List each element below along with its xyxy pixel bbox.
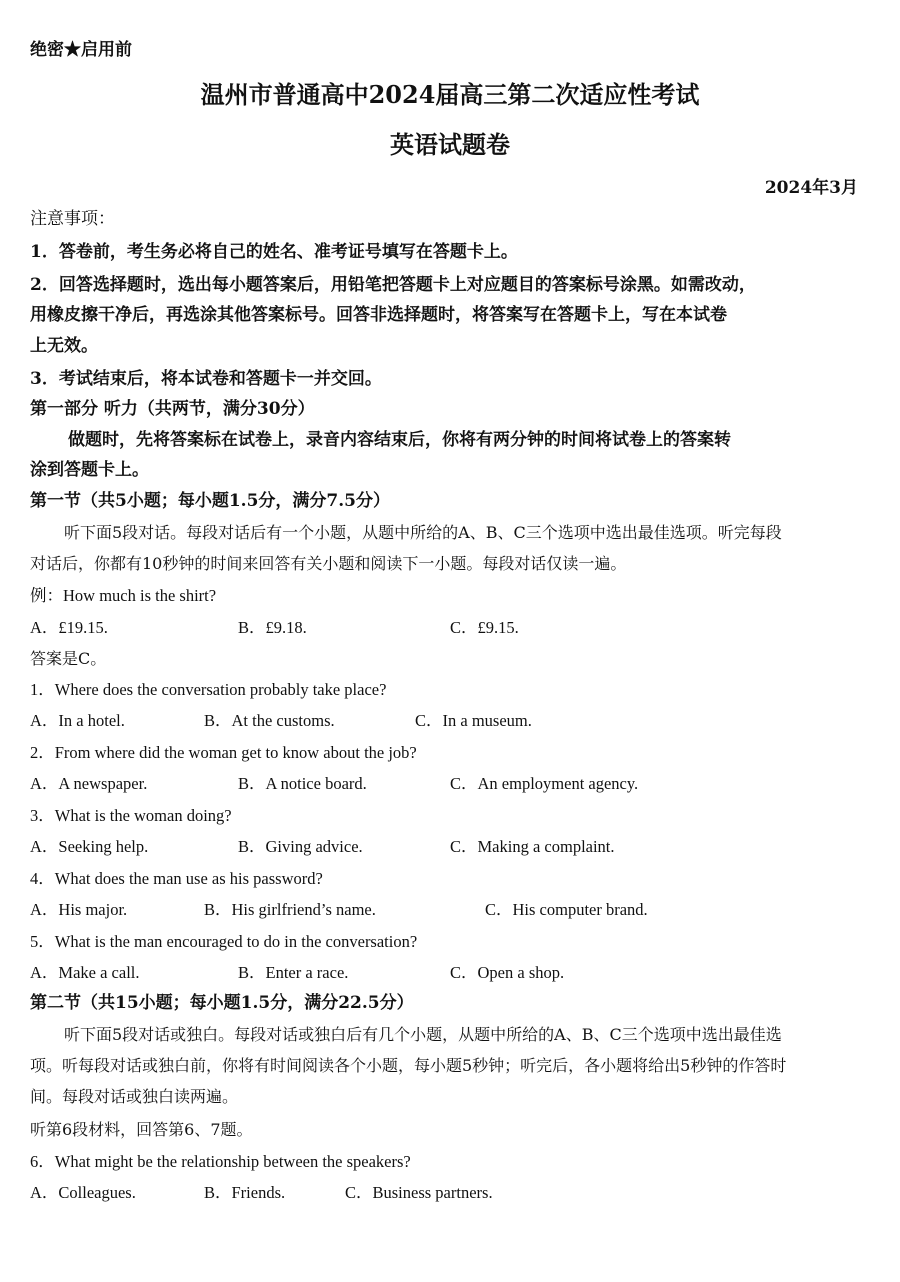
example-answer: 答案是C。 bbox=[30, 649, 107, 668]
q5-option-a: A．Make a call. bbox=[30, 963, 140, 982]
q5-option-c: C．Open a shop. bbox=[450, 963, 565, 982]
section1-intro-line-2: 对话后，你都有10秒钟的时间来回答有关小题和阅读下一小题。每段对话仅读一遍。 bbox=[30, 554, 627, 573]
q6-option-c: C．Business partners. bbox=[345, 1183, 493, 1202]
part1-intro-line-1: 做题时，先将答案标在试卷上，录音内容结束后，你将有两分钟的时间将试卷上的答案转 bbox=[68, 430, 731, 450]
q1-option-b: B．At the customs. bbox=[204, 711, 335, 730]
q4-option-a: A．His major. bbox=[30, 900, 128, 919]
q2-option-b: B．A notice board. bbox=[238, 774, 367, 793]
question-1: 1．Where does the conversation probably take place? bbox=[30, 680, 387, 699]
example-option-b: B．£9.18. bbox=[238, 618, 307, 637]
q3-option-b: B．Giving advice. bbox=[238, 837, 363, 856]
notice-item-1: 1．答卷前，考生务必将自己的姓名、准考证号填写在答题卡上。 bbox=[30, 242, 518, 262]
q2-option-a: A．A newspaper. bbox=[30, 774, 148, 793]
question-3: 3．What is the woman doing? bbox=[30, 806, 232, 825]
section1-heading: 第一节（共5小题；每小题1.5分，满分7.5分） bbox=[30, 491, 390, 511]
q6-option-a: A．Colleagues. bbox=[30, 1183, 136, 1202]
q3-option-c: C．Making a complaint. bbox=[450, 837, 615, 856]
q1-option-c: C．In a museum. bbox=[415, 711, 532, 730]
q5-option-b: B．Enter a race. bbox=[238, 963, 349, 982]
section1-intro-line-1: 听下面5段对话。每段对话后有一个小题，从题中所给的A、B、C三个选项中选出最佳选项。听完每段 bbox=[64, 523, 782, 542]
question-2: 2．From where did the woman get to know about the job? bbox=[30, 743, 417, 762]
exam-date: 2024年3月 bbox=[764, 178, 858, 198]
question-4: 4．What does the man use as his password? bbox=[30, 869, 323, 888]
q4-option-c: C．His computer brand. bbox=[485, 900, 648, 919]
q2-option-c: C．An employment agency. bbox=[450, 774, 639, 793]
exam-subtitle: 英语试题卷 bbox=[390, 130, 510, 159]
confidential-mark: 绝密★启用前 bbox=[30, 40, 132, 60]
part1-heading: 第一部分 听力（共两节，满分30分） bbox=[30, 399, 315, 419]
section2-intro-line-3: 间。每段对话或独白读两遍。 bbox=[30, 1087, 239, 1106]
notice-item-2-line-2: 用橡皮擦干净后，再选涂其他答案标号。回答非选择题时，将答案写在答题卡上，写在本试卷 bbox=[30, 305, 727, 325]
section2-intro-line-1: 听下面5段对话或独白。每段对话或独白后有几个小题，从题中所给的A、B、C三个选项中选出最佳选 bbox=[64, 1025, 782, 1044]
section2-heading: 第二节（共15小题；每小题1.5分，满分22.5分） bbox=[30, 993, 414, 1013]
section2-intro-line-2: 项。听每段对话或独白前，你将有时间阅读各个小题，每小题5秒钟；听完后，各小题将给出5秒钟的作答时 bbox=[30, 1056, 787, 1075]
notice-item-2-line-3: 上无效。 bbox=[30, 336, 98, 356]
notice-item-3: 3．考试结束后，将本试卷和答题卡一并交回。 bbox=[30, 369, 382, 389]
notice-item-2-line-1: 2．回答选择题时，选出每小题答案后，用铅笔把答题卡上对应题目的答案标号涂黑。如需改动， bbox=[30, 275, 756, 295]
example-question: 例：How much is the shirt? bbox=[30, 586, 217, 605]
notice-heading: 注意事项： bbox=[30, 209, 115, 229]
question-6: 6．What might be the relationship between the speakers? bbox=[30, 1152, 411, 1171]
q3-option-a: A．Seeking help. bbox=[30, 837, 149, 856]
material-6-instruction: 听第6段材料，回答第6、7题。 bbox=[30, 1120, 253, 1139]
example-option-a: A．£19.15. bbox=[30, 618, 108, 637]
question-5: 5．What is the man encouraged to do in the conversation? bbox=[30, 932, 418, 951]
example-option-c: C．£9.15. bbox=[450, 618, 519, 637]
q4-option-b: B．His girlfriend’s name. bbox=[204, 900, 376, 919]
exam-title: 温州市普通高中2024届高三第二次适应性考试 bbox=[200, 80, 700, 109]
q1-option-a: A．In a hotel. bbox=[30, 711, 125, 730]
part1-intro-line-2: 涂到答题卡上。 bbox=[30, 460, 149, 480]
q6-option-b: B．Friends. bbox=[204, 1183, 286, 1202]
